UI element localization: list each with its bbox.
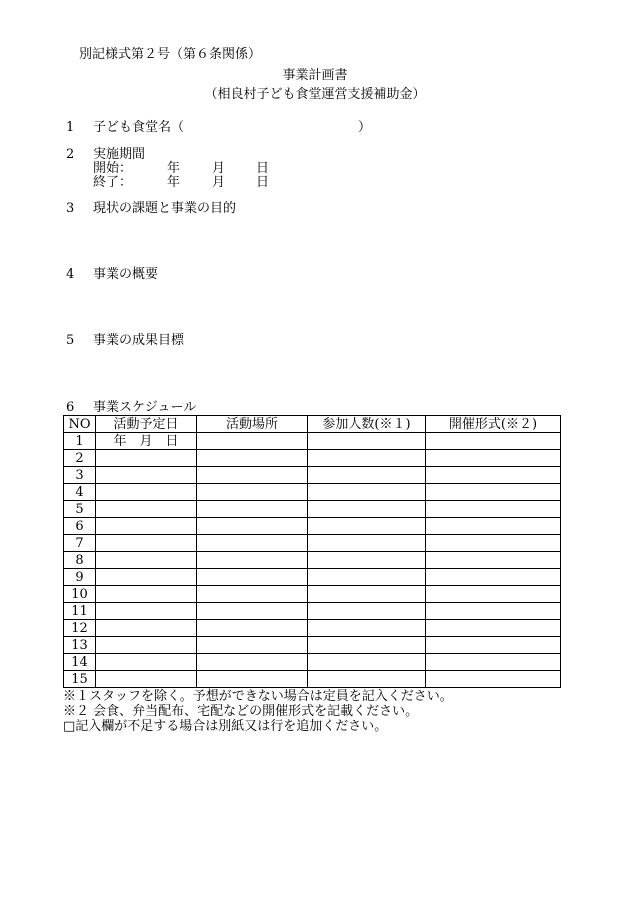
end-year: 年 — [167, 175, 181, 190]
row-number: 7 — [64, 535, 96, 552]
row-number: 4 — [64, 484, 96, 501]
row-format[interactable] — [426, 569, 561, 586]
section-4-label: 事業の概要 — [93, 267, 159, 282]
row-format[interactable] — [426, 671, 561, 688]
table-row — [64, 620, 561, 637]
row-number: 12 — [64, 620, 96, 637]
schedule-table — [63, 415, 561, 688]
row-number: 14 — [64, 654, 96, 671]
row-participants[interactable] — [308, 518, 426, 535]
start-date-label: 開始： — [93, 161, 133, 176]
row-format[interactable] — [426, 552, 561, 569]
table-row — [64, 637, 561, 654]
row-format[interactable] — [426, 637, 561, 654]
row-participants[interactable] — [308, 433, 426, 450]
table-row — [64, 586, 561, 603]
section-1-close-paren: ） — [358, 120, 372, 135]
section-3 — [66, 201, 236, 216]
row-participants[interactable] — [308, 450, 426, 467]
row-place[interactable] — [197, 637, 308, 654]
header-place: 活動場所 — [197, 416, 308, 433]
table-row — [64, 501, 561, 518]
row-format[interactable] — [426, 518, 561, 535]
section-6-number: 6 — [66, 400, 75, 415]
row-number: 3 — [64, 467, 96, 484]
form-number: 別記様式第２号（第６条関係） — [79, 47, 262, 62]
section-3-label: 現状の課題と事業の目的 — [93, 201, 237, 216]
row-participants[interactable] — [308, 620, 426, 637]
row-place[interactable] — [197, 603, 308, 620]
row-place[interactable] — [197, 654, 308, 671]
section-1-label: 子ども食堂名（ — [93, 120, 185, 135]
row-number: 6 — [64, 518, 96, 535]
row-format[interactable] — [426, 586, 561, 603]
section-2-label: 実施期間 — [93, 147, 146, 162]
row-number: 15 — [64, 671, 96, 688]
note-1: ※１スタッフを除く。予想ができない場合は定員を記入ください。 — [63, 689, 453, 704]
row-format[interactable] — [426, 501, 561, 518]
row-format[interactable] — [426, 620, 561, 637]
table-row — [64, 535, 561, 552]
table-row — [64, 450, 561, 467]
note-3: □記入欄が不足する場合は別紙又は行を追加ください。 — [63, 719, 388, 734]
table-row — [64, 569, 561, 586]
row-place[interactable] — [197, 467, 308, 484]
document-title: 事業計画書 — [282, 68, 348, 83]
table-row — [64, 518, 561, 535]
row-place[interactable] — [197, 620, 308, 637]
row-format[interactable] — [426, 484, 561, 501]
row-number: 10 — [64, 586, 96, 603]
table-row — [64, 552, 561, 569]
end-month: 月 — [212, 175, 226, 190]
section-1 — [66, 120, 184, 135]
row-date[interactable] — [96, 535, 197, 552]
row-participants[interactable] — [308, 654, 426, 671]
end-date-label: 終了： — [93, 175, 133, 190]
row-date[interactable] — [96, 552, 197, 569]
row-participants[interactable] — [308, 671, 426, 688]
row-date[interactable] — [96, 586, 197, 603]
row-participants[interactable] — [308, 603, 426, 620]
table-row — [64, 433, 561, 450]
row-format[interactable] — [426, 603, 561, 620]
row-format[interactable] — [426, 654, 561, 671]
section-2-number: 2 — [66, 147, 75, 162]
row-date[interactable] — [96, 501, 197, 518]
row-format[interactable] — [426, 450, 561, 467]
row-date[interactable] — [96, 637, 197, 654]
row-place[interactable] — [197, 484, 308, 501]
row-place[interactable] — [197, 535, 308, 552]
row-place[interactable] — [197, 552, 308, 569]
row-date[interactable] — [96, 450, 197, 467]
row-date[interactable] — [96, 484, 197, 501]
row-place[interactable] — [197, 433, 308, 450]
row-date[interactable] — [96, 671, 197, 688]
row-number: 9 — [64, 569, 96, 586]
row-participants[interactable] — [308, 467, 426, 484]
row-date[interactable] — [96, 518, 197, 535]
table-row — [64, 484, 561, 501]
section-1-number: 1 — [66, 120, 75, 135]
row-date[interactable] — [96, 654, 197, 671]
section-5-number: 5 — [66, 333, 75, 348]
table-header-row — [64, 416, 561, 433]
row-place[interactable] — [197, 450, 308, 467]
row-place[interactable] — [197, 671, 308, 688]
header-no: NO — [64, 416, 96, 433]
row-place[interactable] — [197, 501, 308, 518]
row-date[interactable] — [96, 569, 197, 586]
row-format[interactable] — [426, 433, 561, 450]
row-number: 13 — [64, 637, 96, 654]
row-format[interactable] — [426, 535, 561, 552]
section-2 — [66, 147, 145, 162]
document-subtitle: （相良村子ども食堂運営支援補助金） — [204, 87, 426, 102]
row-number: 8 — [64, 552, 96, 569]
row-date[interactable] — [96, 620, 197, 637]
row-number: 1 — [64, 433, 96, 450]
row-participants[interactable] — [308, 569, 426, 586]
start-day: 日 — [256, 161, 270, 176]
note-2: ※２ 会食、弁当配布、宅配などの開催形式を記載ください。 — [63, 704, 419, 719]
section-3-number: 3 — [66, 201, 75, 216]
table-row — [64, 603, 561, 620]
table-row — [64, 671, 561, 688]
start-month: 月 — [212, 161, 226, 176]
section-5-label: 事業の成果目標 — [93, 333, 185, 348]
start-year: 年 — [167, 161, 181, 176]
end-day: 日 — [256, 175, 270, 190]
section-4-number: 4 — [66, 267, 75, 282]
section-5 — [66, 333, 184, 348]
header-format: 開催形式(※２) — [426, 416, 561, 433]
section-6-label: 事業スケジュール — [93, 400, 197, 415]
section-4 — [66, 267, 158, 282]
row-place[interactable] — [197, 586, 308, 603]
row-place[interactable] — [197, 569, 308, 586]
row-participants[interactable] — [308, 637, 426, 654]
row-participants[interactable] — [308, 535, 426, 552]
row-date[interactable] — [96, 467, 197, 484]
row-place[interactable] — [197, 518, 308, 535]
header-participants: 参加人数(※１) — [308, 416, 426, 433]
section-6 — [66, 400, 196, 415]
row-number: 5 — [64, 501, 96, 518]
table-row — [64, 654, 561, 671]
table-row — [64, 467, 561, 484]
row-format[interactable] — [426, 467, 561, 484]
header-date: 活動予定日 — [96, 416, 197, 433]
row-date[interactable]: 年 月 日 — [96, 433, 197, 450]
row-participants[interactable] — [308, 586, 426, 603]
row-participants[interactable] — [308, 501, 426, 518]
row-participants[interactable] — [308, 484, 426, 501]
row-number: 2 — [64, 450, 96, 467]
row-participants[interactable] — [308, 552, 426, 569]
row-date[interactable] — [96, 603, 197, 620]
row-number: 11 — [64, 603, 96, 620]
